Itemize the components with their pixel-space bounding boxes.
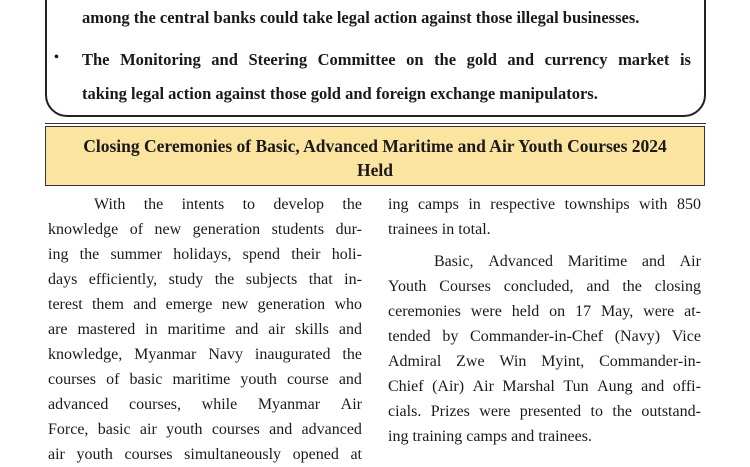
- word: the: [622, 278, 642, 295]
- left-column-line: [48, 392, 362, 417]
- word: May,: [600, 303, 634, 320]
- word: currency: [544, 50, 608, 69]
- word: and: [641, 253, 665, 270]
- word: (Air): [432, 378, 465, 395]
- left-column-line: [48, 417, 362, 442]
- word: them: [91, 296, 124, 313]
- word: held: [511, 303, 540, 320]
- word: the: [342, 346, 362, 363]
- word: air: [139, 421, 157, 438]
- headline-line-1: Closing Ceremonies of Basic, Advanced Maritime and Air Youth Courses 2024: [83, 136, 667, 156]
- word: spend: [242, 246, 280, 263]
- word: new: [221, 296, 249, 313]
- left-column-line: [48, 192, 362, 217]
- word: opened: [292, 446, 339, 463]
- word: ceremonies: [388, 303, 461, 320]
- word: Chief: [388, 378, 424, 395]
- word: Commander-in-Chef: [470, 328, 604, 345]
- left-column-line: [48, 442, 362, 467]
- bullet-item-line-2: taking legal action against those gold and foreign exchange manipulators.: [82, 84, 598, 103]
- word: Monitoring: [120, 50, 201, 69]
- word: Admiral: [388, 353, 442, 370]
- word: emerge: [165, 296, 213, 313]
- word: generation: [257, 296, 326, 313]
- word: of: [106, 371, 120, 388]
- word: and: [338, 321, 362, 338]
- word: cials.: [388, 403, 422, 420]
- section-divider: [45, 123, 706, 124]
- right-column-line: [388, 374, 701, 399]
- word: air: [48, 446, 65, 463]
- word: Myanmar: [257, 396, 321, 413]
- word: advanced: [48, 396, 109, 413]
- right-column-line: trainees in total.: [388, 221, 491, 238]
- word: courses: [48, 371, 96, 388]
- word: to: [242, 196, 256, 213]
- right-column-line: [388, 249, 701, 274]
- word: Force,: [48, 421, 89, 438]
- right-column-line: [388, 192, 701, 217]
- word: holidays,: [173, 246, 232, 263]
- word: tended: [388, 328, 431, 345]
- word: Steering: [248, 50, 308, 69]
- left-column-line: [48, 267, 362, 292]
- word: while: [201, 396, 238, 413]
- word: students: [271, 221, 325, 238]
- word: knowledge: [48, 221, 119, 238]
- word: and: [338, 371, 362, 388]
- right-column-line: [388, 324, 701, 349]
- word: market: [618, 50, 670, 69]
- article-column-left: [48, 192, 362, 467]
- word: Courses: [439, 278, 491, 295]
- word: courses: [211, 421, 260, 438]
- word: summer: [110, 246, 162, 263]
- word: outstand-: [641, 403, 701, 420]
- word: 850: [677, 196, 701, 213]
- word: offi-: [672, 378, 701, 395]
- word: holi-: [331, 246, 362, 263]
- word: camps: [417, 196, 459, 213]
- left-column-line: [48, 292, 362, 317]
- right-column-line: [388, 399, 701, 424]
- word: Air: [340, 396, 362, 413]
- word: are: [48, 321, 68, 338]
- left-column-line: [48, 367, 362, 392]
- word: youth: [76, 446, 113, 463]
- word: presented: [519, 403, 582, 420]
- word: the: [612, 403, 632, 420]
- word: intents: [181, 196, 225, 213]
- word: advanced: [301, 421, 362, 438]
- right-column-line: ing training camps and trainees.: [388, 428, 592, 445]
- word: days: [48, 271, 78, 288]
- word: mastered: [77, 321, 136, 338]
- left-column-line: [48, 317, 362, 342]
- word: ing: [388, 196, 409, 213]
- bullet-item-line: [82, 50, 691, 70]
- word: basic: [129, 371, 163, 388]
- word: and: [133, 296, 157, 313]
- word: the: [143, 196, 164, 213]
- word: that: [308, 271, 333, 288]
- word: generation: [192, 221, 261, 238]
- word: and: [211, 50, 238, 69]
- word: 17: [575, 303, 592, 320]
- word: skills: [295, 321, 329, 338]
- word: Win: [499, 353, 527, 370]
- word: by: [442, 328, 459, 345]
- word: Myint,: [541, 353, 585, 370]
- word: townships: [564, 196, 630, 213]
- word: and: [235, 321, 259, 338]
- word: Navy: [208, 346, 243, 363]
- word: terest: [48, 296, 83, 313]
- article-headline: [45, 126, 705, 186]
- right-column-line: [388, 242, 701, 249]
- word: The: [82, 50, 110, 69]
- word: the: [79, 246, 100, 263]
- word: Commander-in-: [599, 353, 701, 370]
- word: courses,: [129, 396, 182, 413]
- word: the: [342, 196, 362, 213]
- word: of: [129, 221, 144, 238]
- word: Air: [472, 378, 494, 395]
- headline-line-2: Held: [357, 160, 393, 180]
- word: were: [470, 303, 502, 320]
- word: ing: [48, 246, 69, 263]
- word: course: [286, 371, 329, 388]
- left-column-line: [48, 242, 362, 267]
- word: concluded,: [503, 278, 574, 295]
- word: efficiently,: [88, 271, 158, 288]
- word: Air: [679, 253, 701, 270]
- word: and: [507, 50, 535, 69]
- word: to: [590, 403, 603, 420]
- word: and: [269, 421, 293, 438]
- word: is: [679, 50, 691, 69]
- left-column-line: [48, 342, 362, 367]
- word: Advanced: [488, 253, 554, 270]
- word: dur-: [335, 221, 362, 238]
- word: the: [434, 50, 457, 69]
- word: Basic,: [434, 253, 474, 270]
- right-column-line: [388, 299, 701, 324]
- word: courses: [124, 446, 173, 463]
- article-column-right: [388, 192, 701, 449]
- word: knowledge,: [48, 346, 123, 363]
- word: Vice: [671, 328, 701, 345]
- word: with: [639, 196, 668, 213]
- word: new: [154, 221, 182, 238]
- word: respective: [490, 196, 556, 213]
- word: youth: [240, 371, 277, 388]
- word: gold: [466, 50, 497, 69]
- word: maritime: [167, 321, 226, 338]
- word: were: [643, 303, 675, 320]
- word: in: [145, 321, 158, 338]
- word: closing: [654, 278, 701, 295]
- word: Zwe: [456, 353, 485, 370]
- word: in-: [344, 271, 362, 288]
- right-column-line: [388, 274, 701, 299]
- word: With: [94, 196, 126, 213]
- word: Youth: [388, 278, 427, 295]
- word: on: [406, 50, 424, 69]
- word: Maritime: [567, 253, 628, 270]
- word: study: [168, 271, 204, 288]
- word: Aung: [597, 378, 633, 395]
- word: the: [214, 271, 235, 288]
- word: simultaneously: [184, 446, 282, 463]
- word: subjects: [245, 271, 298, 288]
- left-column-line: [48, 217, 362, 242]
- word: basic: [97, 421, 131, 438]
- word: at-: [684, 303, 701, 320]
- bullet-icon: •: [54, 50, 59, 65]
- right-column-line: [388, 349, 701, 374]
- word: at: [350, 446, 362, 463]
- word: air: [268, 321, 286, 338]
- word: Myanmar: [134, 346, 197, 363]
- word: on: [549, 303, 566, 320]
- word: Tun: [563, 378, 589, 395]
- word: their: [291, 246, 321, 263]
- bullet-continuation-line: among the central banks could take legal action against those illegal businesses.: [82, 8, 640, 27]
- word: (Navy): [614, 328, 661, 345]
- word: Prizes: [430, 403, 470, 420]
- word: were: [479, 403, 511, 420]
- word: and: [586, 278, 610, 295]
- word: Committee: [317, 50, 396, 69]
- word: Marshal: [502, 378, 555, 395]
- word: and: [641, 378, 665, 395]
- word: inaugurated: [254, 346, 331, 363]
- word: youth: [166, 421, 203, 438]
- word: who: [334, 296, 362, 313]
- word: maritime: [172, 371, 231, 388]
- word: in: [468, 196, 481, 213]
- word: develop: [273, 196, 325, 213]
